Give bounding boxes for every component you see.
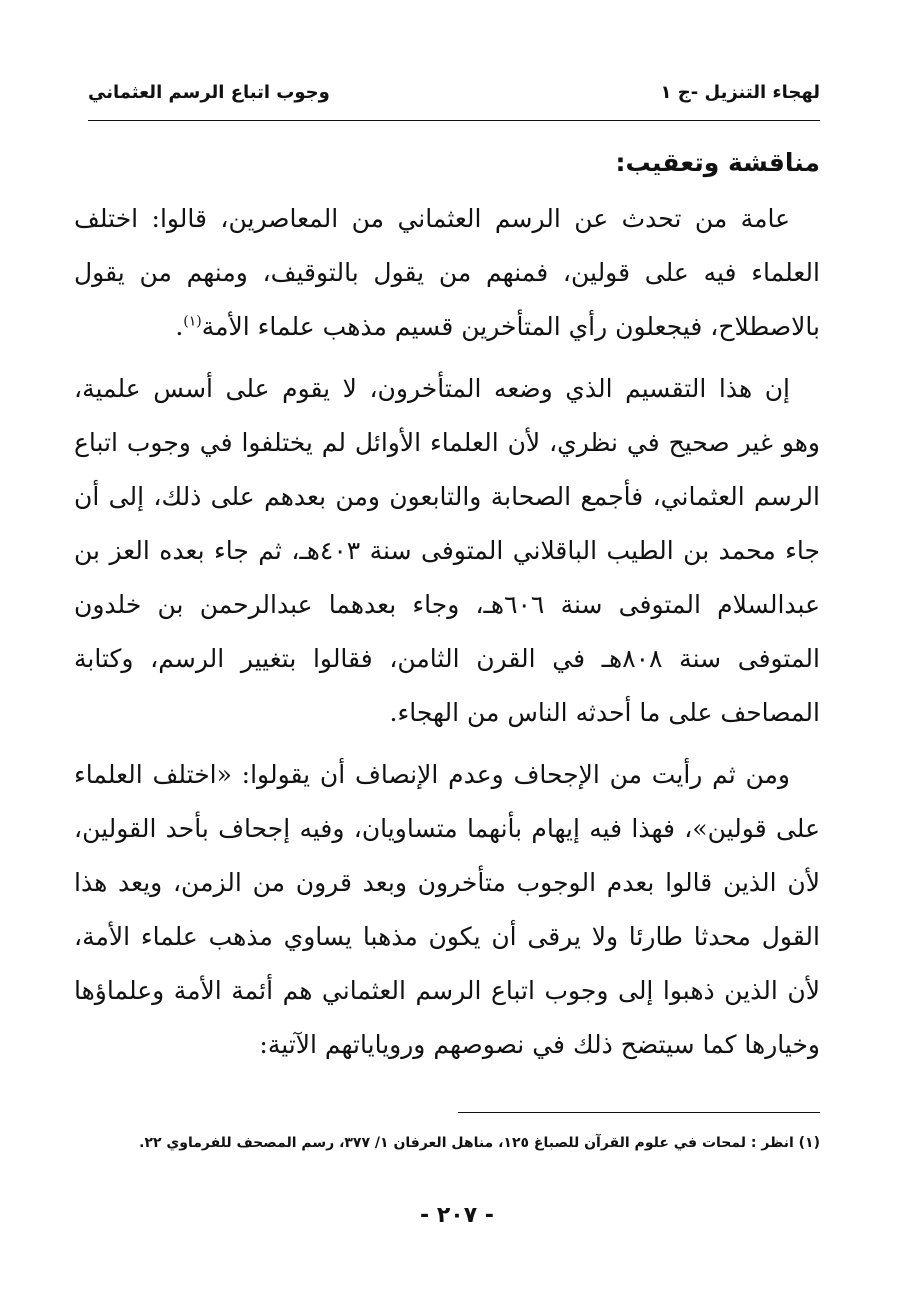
header-divider bbox=[88, 120, 820, 121]
footnote-reference[interactable]: (١) bbox=[183, 313, 202, 330]
paragraph-3: ومن ثم رأيت من الإجحاف وعدم الإنصاف أن يقولوا: «اختلف العلماء على قولين»، فهذا فيه إيهام بأنهما متساويان، وفيه إجحاف بأحد القولين، لأن الذين قالوا بعدم الوجوب متأخرون وبعد قرون من الزمن، ويعد هذا القول محدثا طارئا ولا يرقى أن يكون مذهبا يساوي مذهب علماء الأمة، لأن الذين ذهبوا إلى وجوب اتباع الرسم العثماني هم أئمة الأمة وعلماؤها وخيارها كما سيتضح ذلك في نصوصهم وروياياتهم الآتية: bbox=[74, 760, 820, 1059]
running-header bbox=[88, 72, 820, 112]
paragraph-1-text: عامة من تحدث عن الرسم العثماني من المعاصرين، قالوا: اختلف العلماء فيه على قولين، فمنهم من يقول بالتوقيف، ومنهم من يقول بالاصطلاح، فيجعلون رأي المتأخرين قسيم مذهب علماء الأمة bbox=[74, 204, 820, 341]
footnote: (١) انظر : لمحات في علوم القرآن للصباغ ١٢٥، مناهل العرفان ١/ ٣٧٧، رسم المصحف للفرماوي ٢٢. bbox=[139, 1135, 820, 1151]
paragraph-1 bbox=[74, 192, 820, 354]
paragraph-1-end: . bbox=[175, 312, 184, 341]
header-chapter-title: وجوب اتباع الرسم العثماني bbox=[88, 81, 330, 103]
page-number: - ٢٠٧ - bbox=[420, 1203, 494, 1228]
header-book-title: لهجاء التنزيل -ج ١ bbox=[660, 81, 820, 103]
section-heading: مناقشة وتعقيب: bbox=[615, 148, 820, 177]
footnote-divider bbox=[458, 1112, 820, 1113]
paragraph-2: إن هذا التقسيم الذي وضعه المتأخرون، لا يقوم على أسس علمية، وهو غير صحيح في نظري، لأن العلماء الأوائل لم يختلفوا في وجوب اتباع الرسم العثماني، فأجمع الصحابة والتابعون ومن بعدهم على ذلك، إلى أن جاء محمد بن الطيب الباقلاني المتوفى سنة ٤٠٣هـ، ثم جاء بعده العز بن عبدالسلام المتوفى سنة ٦٠٦هـ، وجاء بعدهما عبدالرحمن بن خلدون المتوفى سنة ٨٠٨هـ في القرن الثامن، فقالوا بتغيير الرسم، وكتابة المصاحف على ما أحدثه الناس من الهجاء. bbox=[74, 374, 821, 727]
main-text bbox=[74, 140, 820, 1080]
